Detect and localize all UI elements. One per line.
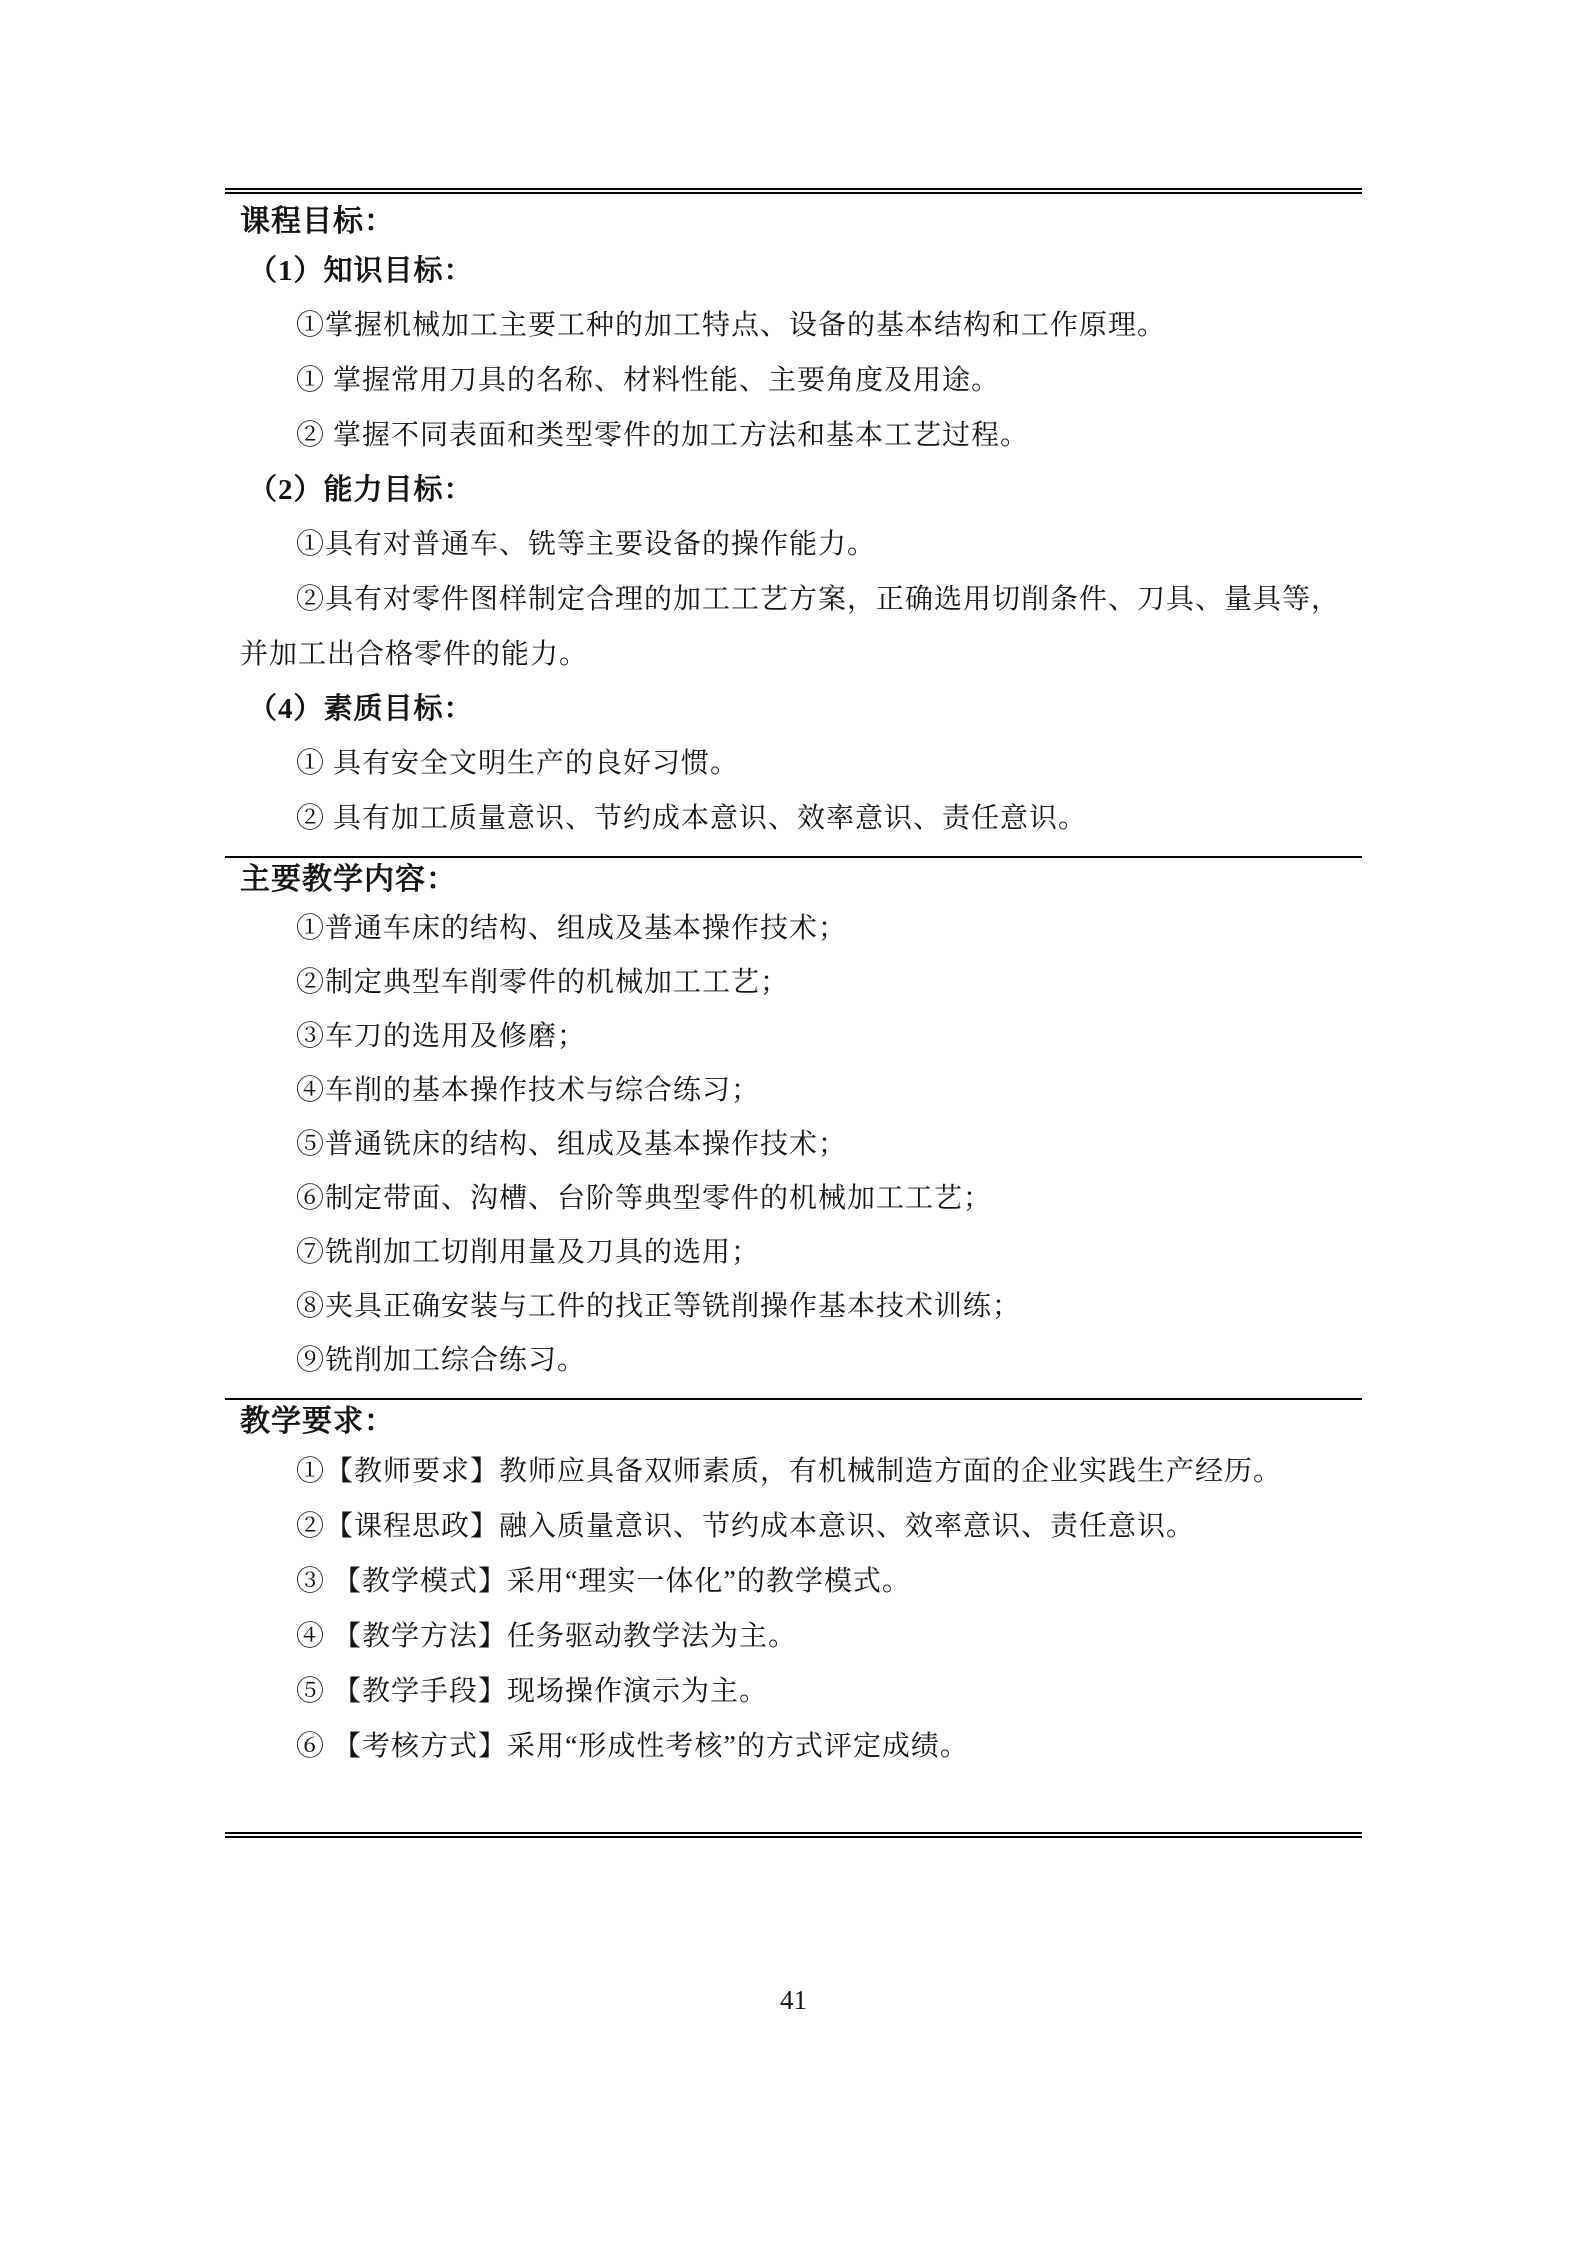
list-item: ④ 【教学方法】任务驱动教学法为主。	[296, 1621, 798, 1652]
list-item: ⑤普通铣床的结构、组成及基本操作技术；	[296, 1129, 848, 1160]
list-item: ② 具有加工质量意识、节约成本意识、效率意识、责任意识。	[296, 803, 1088, 834]
list-item: ⑥制定带面、沟槽、台阶等典型零件的机械加工工艺；	[296, 1183, 993, 1214]
list-item: ⑤ 【教学手段】现场操作演示为主。	[296, 1676, 769, 1707]
section-title: 课程目标：	[240, 205, 395, 238]
subsection-title-ability: （2）能力目标：	[248, 474, 474, 506]
list-item: ③车刀的选用及修磨；	[296, 1021, 587, 1052]
section-title: 教学要求：	[240, 1405, 395, 1438]
list-item: ②【课程思政】融入质量意识、节约成本意识、效率意识、责任意识。	[296, 1511, 1196, 1542]
section-title: 主要教学内容：	[240, 863, 457, 896]
list-item: ⑥ 【考核方式】采用“形成性考核”的方式评定成绩。	[296, 1731, 969, 1762]
list-item: ① 具有安全文明生产的良好习惯。	[296, 748, 740, 779]
list-item: ①普通车床的结构、组成及基本操作技术；	[296, 913, 848, 944]
page-number: 41	[780, 1985, 807, 2015]
subsection-title-quality: （4）素质目标：	[248, 693, 474, 725]
list-item: ⑧夹具正确安装与工件的找正等铣削操作基本技术训练；	[296, 1291, 1022, 1322]
list-item: ③ 【教学模式】采用“理实一体化”的教学模式。	[296, 1566, 911, 1597]
list-item: ① 掌握常用刀具的名称、材料性能、主要角度及用途。	[296, 365, 1001, 396]
section-teaching-requirements	[225, 1400, 1362, 1838]
subsection-title-knowledge: （1）知识目标：	[248, 255, 474, 287]
list-item: ⑨铣削加工综合练习。	[296, 1345, 587, 1376]
list-item: ⑦铣削加工切削用量及刀具的选用；	[296, 1237, 761, 1268]
list-item: ①具有对普通车、铣等主要设备的操作能力。	[296, 529, 877, 560]
list-item: ④车削的基本操作技术与综合练习；	[296, 1075, 761, 1106]
list-item: ②具有对零件图样制定合理的加工工艺方案，正确选用切削条件、刀具、量具等，并加工出合格零件的能力。	[240, 584, 1341, 670]
section-course-objectives	[225, 194, 1362, 858]
list-item: ②制定典型车削零件的机械加工工艺；	[296, 967, 790, 998]
list-item: ② 掌握不同表面和类型零件的加工方法和基本工艺过程。	[296, 420, 1030, 451]
list-item: ①【教师要求】教师应具备双师素质，有机械制造方面的企业实践生产经历。	[296, 1456, 1283, 1487]
syllabus-table	[225, 188, 1362, 1838]
section-teaching-content	[225, 858, 1362, 1400]
list-item: ①掌握机械加工主要工种的加工特点、设备的基本结构和工作原理。	[296, 310, 1167, 341]
